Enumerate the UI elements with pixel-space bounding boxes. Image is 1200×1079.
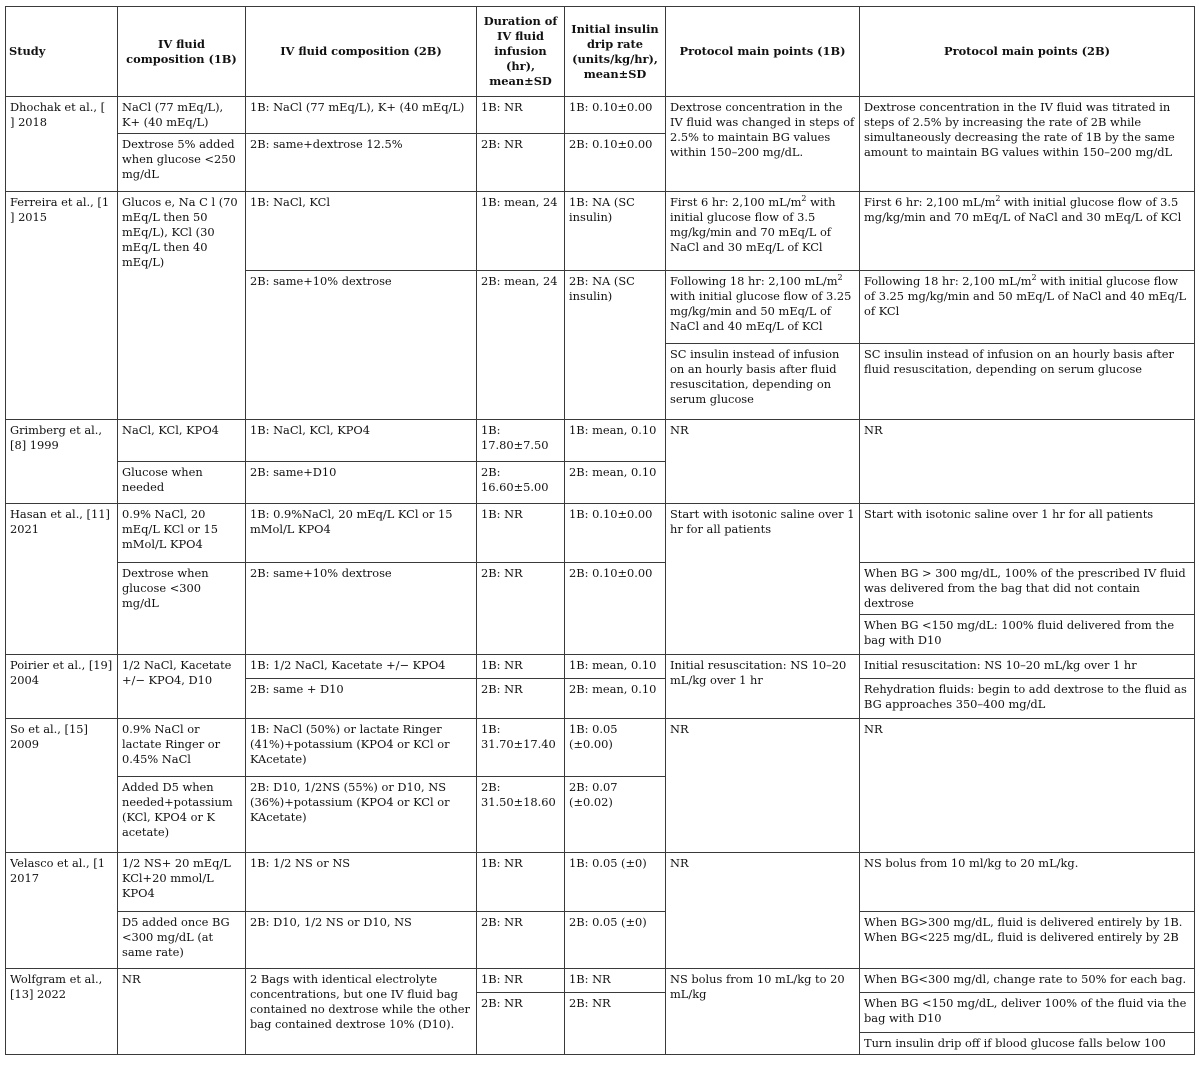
- insulin-cell: 1B: NR: [565, 969, 666, 993]
- insulin-cell: 1B: NA (SC insulin): [565, 192, 666, 271]
- iv-2b-cell: 2B: same+10% dextrose: [246, 271, 477, 420]
- header-protocol-2b: Protocol main points (2B): [860, 7, 1195, 97]
- iv-2b-cell: 2B: D10, 1/2NS (55%) or D10, NS (36%)+potassium (KPO4 or KCl or KAcetate): [246, 777, 477, 853]
- duration-cell: 2B: 31.50±18.60: [477, 777, 565, 853]
- insulin-cell: 1B: mean, 0.10: [565, 655, 666, 679]
- superscript: 2: [801, 194, 807, 204]
- protocol-1b-cell: Following 18 hr: 2,100 $mL/m^2$ with initial glucose flow of 3.25 mg/kg/min and 50 mEq/L of NaCl and 40 mEq/L of KCl: [666, 271, 860, 344]
- iv-2b-cell: 2B: same+dextrose 12.5%: [246, 134, 477, 192]
- table-row: [6, 655, 1195, 679]
- iv-2b-cell: 2B: D10, 1/2 NS or D10, NS: [246, 912, 477, 969]
- iv-1b-cell: 1/2 NaCl, Kacetate +/− KPO4, D10: [118, 655, 246, 719]
- study-table-container: [5, 6, 1194, 1055]
- protocol-2b-cell: NR: [860, 420, 1195, 504]
- study-cell: So et al., [15] 2009: [6, 719, 118, 853]
- header-row: [6, 7, 1195, 97]
- insulin-cell: 2B: 0.10±0.00: [565, 563, 666, 655]
- protocol-1b-cell: Initial resuscitation: NS 10–20 mL/kg over 1 hr: [666, 655, 860, 719]
- iv-2b-cell: 1B: NaCl (50%) or lactate Ringer (41%)+potassium (KPO4 or KCl or KAcetate): [246, 719, 477, 777]
- protocol-2b-cell: When BG > 300 mg/dL, 100% of the prescribed IV fluid was delivered from the bag that did not contain dextrose: [860, 563, 1195, 615]
- iv-2b-cell: 1B: NaCl, KCl, KPO4: [246, 420, 477, 462]
- iv-1b-cell: 0.9% NaCl or lactate Ringer or 0.45% NaCl: [118, 719, 246, 777]
- duration-cell: 1B: NR: [477, 504, 565, 563]
- protocol-1b-cell: NR: [666, 719, 860, 853]
- iv-2b-cell: 2B: same + D10: [246, 679, 477, 719]
- table-row: [6, 969, 1195, 993]
- study-table: [5, 6, 1195, 1055]
- protocol-2b-cell: NR: [860, 719, 1195, 853]
- protocol-1b-cell: NR: [666, 420, 860, 504]
- iv-2b-cell: 2B: same+D10: [246, 462, 477, 504]
- header-iv-1b: IV fluid composition (1B): [118, 7, 246, 97]
- header-study: Study: [6, 7, 118, 97]
- protocol-2b-cell: When BG<300 mg/dl, change rate to 50% for each bag.: [860, 969, 1195, 993]
- duration-cell: 2B: NR: [477, 134, 565, 192]
- duration-cell: 2B: NR: [477, 912, 565, 969]
- insulin-cell: 1B: 0.10±0.00: [565, 504, 666, 563]
- table-row: [6, 504, 1195, 563]
- study-cell: [6, 192, 118, 420]
- iv-1b-cell: Glucose when needed: [118, 462, 246, 504]
- insulin-cell: 2B: 0.05 (±0): [565, 912, 666, 969]
- duration-cell: 1B: NR: [477, 853, 565, 912]
- study-year: ] 2018: [10, 115, 48, 129]
- duration-cell: 1B: NR: [477, 655, 565, 679]
- header-protocol-1b: Protocol main points (1B): [666, 7, 860, 97]
- protocol-1b-cell: NR: [666, 853, 860, 969]
- table-row: [6, 420, 1195, 462]
- insulin-cell: 2B: 0.10±0.00: [565, 134, 666, 192]
- insulin-cell: 1B: 0.05 (±0.00): [565, 719, 666, 777]
- protocol-2b-cell: When BG <150 mg/dL: 100% fluid delivered from the bag with D10: [860, 615, 1195, 655]
- study-cell: Hasan et al., [11] 2021: [6, 504, 118, 655]
- protocol-1b-cell: Dextrose concentration in the IV fluid was changed in steps of 2.5% to maintain BG values within 150–200 mg/dL.: [666, 97, 860, 192]
- study-name: Dhochak et al., [: [10, 100, 106, 114]
- protocol-2b-cell: [860, 1033, 1195, 1055]
- iv-2b-cell: 1B: 1/2 NS or NS: [246, 853, 477, 912]
- protocol-text: Turn insulin drip off if blood glucose falls below 100: [864, 1036, 1166, 1050]
- duration-cell: 1B: 17.80±7.50: [477, 420, 565, 462]
- protocol-2b-cell: When BG>300 mg/dL, fluid is delivered entirely by 1B. When BG<225 mg/dL, fluid is delivered entirely by 2B: [860, 912, 1195, 969]
- superscript: 2: [837, 273, 843, 283]
- iv-2b-cell: 2 Bags with identical electrolyte concentrations, but one IV fluid bag contained no dextrose while the other bag contained dextrose 10% (D10).: [246, 969, 477, 1055]
- duration-cell: 2B: NR: [477, 563, 565, 655]
- iv-2b-cell: 1B: NaCl, KCl: [246, 192, 477, 271]
- insulin-cell: 2B: 0.07 (±0.02): [565, 777, 666, 853]
- iv-1b-cell: D5 added once BG <300 mg/dL (at same rate): [118, 912, 246, 969]
- superscript: 2: [1031, 273, 1037, 283]
- protocol-2b-cell: Dextrose concentration in the IV fluid was titrated in steps of 2.5% by increasing the rate of 2B while simultaneously decreasing the rate of 1B by the same amount to maintain BG values within 150–200 mg/dL: [860, 97, 1195, 192]
- study-cell: Poirier et al., [19] 2004: [6, 655, 118, 719]
- table-row: [6, 719, 1195, 777]
- protocol-2b-cell: Rehydration fluids: begin to add dextrose to the fluid as BG approaches 350–400 mg/dL: [860, 679, 1195, 719]
- insulin-cell: 2B: NR: [565, 993, 666, 1055]
- insulin-cell: 2B: mean, 0.10: [565, 679, 666, 719]
- iv-2b-cell: 1B: NaCl (77 mEq/L), K+ (40 mEq/L): [246, 97, 477, 134]
- iv-1b-cell: NaCl (77 mEq/L), K+ (40 mEq/L): [118, 97, 246, 134]
- iv-2b-cell: 2B: same+10% dextrose: [246, 563, 477, 655]
- insulin-cell: 2B: NA (SC insulin): [565, 271, 666, 420]
- study-cell: [6, 97, 118, 192]
- table-row: [6, 912, 1195, 969]
- header-duration: Duration of IV fluid infusion (hr), mean±SD: [477, 7, 565, 97]
- protocol-2b-cell: First 6 hr: 2,100 $mL/m^2$ with initial glucose flow of 3.5 mg/kg/min and 70 mEq/L of NaCl and 30 mEq/L of KCl: [860, 192, 1195, 271]
- protocol-2b-cell: When BG <150 mg/dL, deliver 100% of the fluid via the bag with D10: [860, 993, 1195, 1033]
- iv-1b-cell: Dextrose when glucose <300 mg/dL: [118, 563, 246, 655]
- duration-cell: 1B: mean, 24: [477, 192, 565, 271]
- iv-2b-cell: 1B: 1/2 NaCl, Kacetate +/− KPO4: [246, 655, 477, 679]
- protocol-2b-cell: Start with isotonic saline over 1 hr for all patients: [860, 504, 1195, 563]
- duration-cell: 2B: mean, 24: [477, 271, 565, 420]
- protocol-2b-cell: SC insulin instead of infusion on an hourly basis after fluid resuscitation, depending on serum glucose: [860, 344, 1195, 420]
- duration-cell: 2B: NR: [477, 993, 565, 1055]
- duration-cell: 1B: 31.70±17.40: [477, 719, 565, 777]
- iv-1b-cell: 1/2 NS+ 20 mEq/L KCl+20 mmol/L KPO4: [118, 853, 246, 912]
- study-cell: Grimberg et al., [8] 1999: [6, 420, 118, 504]
- protocol-2b-cell: NS bolus from 10 ml/kg to 20 mL/kg.: [860, 853, 1195, 912]
- protocol-1b-cell: NS bolus from 10 mL/kg to 20 mL/kg: [666, 969, 860, 1055]
- table-row: [6, 853, 1195, 912]
- iv-2b-cell: 1B: 0.9%NaCl, 20 mEq/L KCl or 15 mMol/L KPO4: [246, 504, 477, 563]
- protocol-1b-cell: SC insulin instead of infusion on an hourly basis after fluid resuscitation, depending on serum glucose: [666, 344, 860, 420]
- iv-1b-cell: Added D5 when needed+potassium (KCl, KPO4 or K acetate): [118, 777, 246, 853]
- table-row: [6, 192, 1195, 271]
- table-row: [6, 563, 1195, 615]
- duration-cell: 2B: 16.60±5.00: [477, 462, 565, 504]
- table-row: [6, 97, 1195, 134]
- insulin-cell: 1B: 0.05 (±0): [565, 853, 666, 912]
- iv-1b-cell: NR: [118, 969, 246, 1055]
- protocol-1b-cell: Start with isotonic saline over 1 hr for all patients: [666, 504, 860, 655]
- study-year: 2017: [10, 871, 39, 885]
- iv-1b-cell: Glucos e, Na C l (70 mEq/L then 50 mEq/L), KCl (30 mEq/L then 40 mEq/L): [118, 192, 246, 420]
- duration-cell: 1B: NR: [477, 97, 565, 134]
- insulin-cell: 1B: mean, 0.10: [565, 420, 666, 462]
- protocol-2b-cell: Initial resuscitation: NS 10–20 mL/kg over 1 hr: [860, 655, 1195, 679]
- study-cell: Wolfgram et al., [13] 2022: [6, 969, 118, 1055]
- superscript: 2: [995, 194, 1001, 204]
- insulin-cell: 1B: 0.10±0.00: [565, 97, 666, 134]
- study-year: ] 2015: [10, 210, 48, 224]
- header-insulin-rate: Initial insulin drip rate (units/kg/hr), mean±SD: [565, 7, 666, 97]
- duration-cell: 1B: NR: [477, 969, 565, 993]
- iv-1b-cell: 0.9% NaCl, 20 mEq/L KCl or 15 mMol/L KPO4: [118, 504, 246, 563]
- duration-cell: 2B: NR: [477, 679, 565, 719]
- protocol-1b-cell: First 6 hr: 2,100 $mL/m^2$ with initial glucose flow of 3.5 mg/kg/min and 70 mEq/L of NaCl and 30 mEq/L of KCl: [666, 192, 860, 271]
- iv-1b-cell: Dextrose 5% added when glucose <250 mg/dL: [118, 134, 246, 192]
- iv-1b-cell: NaCl, KCl, KPO4: [118, 420, 246, 462]
- insulin-cell: 2B: mean, 0.10: [565, 462, 666, 504]
- header-iv-2b: IV fluid composition (2B): [246, 7, 477, 97]
- study-name: Velasco et al., [1: [10, 856, 105, 870]
- protocol-2b-cell: Following 18 hr: 2,100 $mL/m^2$ with initial glucose flow of 3.25 mg/kg/min and 50 mEq/L of NaCl and 40 mEq/L of KCl: [860, 271, 1195, 344]
- study-name: Ferreira et al., [1: [10, 195, 110, 209]
- study-cell: [6, 853, 118, 969]
